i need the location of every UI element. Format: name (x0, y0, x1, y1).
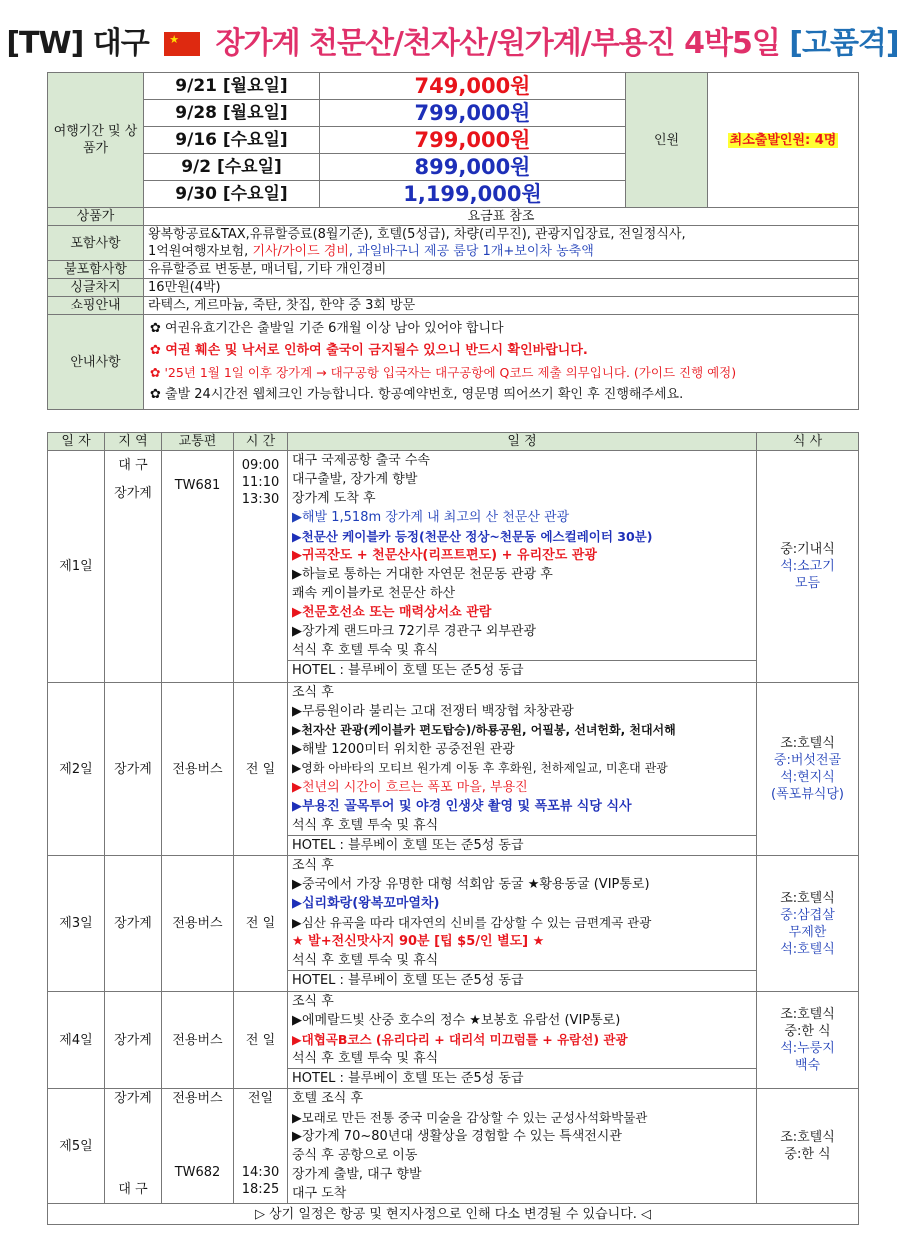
day-region: 장가계 (105, 992, 162, 1089)
min-people: 최소출발인원: 4명 (729, 132, 837, 148)
include-value (144, 226, 859, 261)
china-flag-icon: ★ (164, 32, 200, 56)
shopping-value: 라텍스, 게르마늄, 죽탄, 찻집, 한약 중 3회 방문 (144, 297, 859, 315)
day-row (48, 992, 859, 1089)
day-transport: 전용버스 (162, 683, 234, 856)
day-itinerary: 호텔 조식 후 ▶모래로 만든 전통 중국 미술을 감상할 수 있는 군성사석화박물관 ▶장가계 70~80년대 생활상을 경험할 수 있는 특색전시관 중식 후 공항으로 이동 장가계 출발, 대구 향발 대구 도착 (288, 1089, 757, 1204)
hotel-line: HOTEL : 블루베이 호텔 또는 준5성 동급 (288, 970, 756, 990)
include-line-2c: , 과일바구니 제공 룸당 1개+보이차 농축액 (348, 244, 594, 259)
day-itinerary: 조식 후 ▶에메랄드빛 산중 호수의 정수 ★보봉호 유람선 (VIP통로) ▶대협곡B코스 (유리다리 + 대리석 미끄럼틀 + 유람선) 관광 석식 후 호텔 투숙 및 휴식 HOTEL : 블루베이 호텔 또는 준5성 동급 (288, 992, 757, 1089)
day-region: 장가계 대 구 (105, 1089, 162, 1204)
day-row (48, 1089, 859, 1204)
day-time: 전 일 (234, 856, 288, 992)
hotel-line: HOTEL : 블루베이 호텔 또는 준5성 동급 (288, 660, 756, 680)
people-label: 인원 (626, 73, 708, 208)
include-line-2b: 기사/가이드 경비 (252, 244, 349, 259)
day-meals: 조:호텔식 중:한 식 (757, 1089, 859, 1204)
title-grade: [고품격] (789, 26, 899, 61)
page-title (0, 18, 905, 62)
day-row (48, 856, 859, 992)
day-time: 전 일 (234, 683, 288, 856)
day-region: 장가계 (105, 683, 162, 856)
price-4: 899,000원 (320, 154, 626, 181)
day-meals: 조:호텔식 중:버섯전골 석:현지식 (폭포뷰식당) (757, 683, 859, 856)
include-label: 포함사항 (48, 226, 144, 261)
title-prefix: [TW] 대구 (6, 26, 149, 61)
single-label: 싱글차지 (48, 279, 144, 297)
date-5: 9/30 [수요일] (144, 181, 320, 208)
day-region: 장가계 (105, 856, 162, 992)
day-meals: 조:호텔식 중:한 식 석:누룽지 백숙 (757, 992, 859, 1089)
day-itinerary: 조식 후 ▶중국에서 가장 유명한 대형 석회암 동굴 ★황용동굴 (VIP통로) ▶십리화랑(왕복꼬마열차) ▶심산 유곡을 따라 대자연의 신비를 감상할 수 있는 금편계곡 관광 ★ 발+전신맛사지 90분 [팁 $5/인 별도] ★ 석식 후 호텔 투숙 및 휴식 HOTEL : 블루베이 호텔 또는 준5성 동급 (288, 856, 757, 992)
header-transport: 교통편 (162, 433, 234, 451)
day-transport: TW681 (162, 451, 234, 683)
day-label: 제4일 (48, 992, 105, 1089)
notice-list (144, 315, 859, 410)
hotel-line: HOTEL : 블루베이 호텔 또는 준5성 동급 (288, 1068, 756, 1088)
footer-note: ▷ 상기 일정은 항공 및 현지사정으로 인해 다소 변경될 수 있습니다. ◁ (48, 1204, 859, 1225)
day-transport: 전용버스 (162, 856, 234, 992)
header-time: 시 간 (234, 433, 288, 451)
header-meals: 식 사 (757, 433, 859, 451)
day-transport: 전용버스 TW682 (162, 1089, 234, 1204)
day-label: 제1일 (48, 451, 105, 683)
min-people-cell (708, 73, 859, 208)
title-main: 장가계 천문산/천자산/원가계/부용진 4박5일 (215, 26, 780, 61)
period-label: 여행기간 및 상품가 (48, 73, 144, 208)
day-transport: 전용버스 (162, 992, 234, 1089)
product-price-label: 상품가 (48, 208, 144, 226)
date-3: 9/16 [수요일] (144, 127, 320, 154)
day-meals: 중:기내식 석:소고기 모듬 (757, 451, 859, 683)
day-row (48, 451, 859, 683)
notice-item: ✿ 출발 24시간전 웹체크인 가능합니다. 항공예약번호, 영문명 띄어쓰기 확인 후 진행해주세요. (150, 387, 684, 402)
product-price-value: 요금표 참조 (144, 208, 859, 226)
day-label: 제2일 (48, 683, 105, 856)
header-day: 일 자 (48, 433, 105, 451)
include-line-2a: 1억원여행자보험, (148, 244, 253, 259)
summary-table (47, 72, 859, 410)
day-itinerary: 조식 후 ▶무릉원이라 불리는 고대 전쟁터 백장협 차창관광 ▶천자산 관광(케이블카 편도탑승)/하룡공원, 어필봉, 선녀헌화, 천대서해 ▶해발 1200미터 위치한 공중전원 관광 ▶영화 아바타의 모티브 원가계 이동 후 후화원, 천하제일교, 미혼대 관광 ▶천년의 시간이 흐르는 폭포 마을, 부용진 ▶부용진 골목투어 및 야경 인생샷 촬영 및 폭포뷰 식당 식사 석식 후 호텔 투숙 및 휴식 HOTEL : 블루베이 호텔 또는 준5성 동급 (288, 683, 757, 856)
price-1: 749,000원 (320, 73, 626, 100)
day-time: 전일 14:30 18:25 (234, 1089, 288, 1204)
day-time: 전 일 (234, 992, 288, 1089)
single-value: 16만원(4박) (144, 279, 859, 297)
notice-item: ✿ 여권 훼손 및 낙서로 인하여 출국이 금지될수 있으니 반드시 확인바랍니다. (150, 343, 588, 358)
notice-item: ✿ 여권유효기간은 출발일 기준 6개월 이상 남아 있어야 합니다 (150, 321, 504, 336)
day-region: 대 구 장가계 (105, 451, 162, 683)
day-row (48, 683, 859, 856)
day-itinerary: 대구 국제공항 출국 수속 대구출발, 장가계 향발 장가계 도착 후 ▶해발 1,518m 장가계 내 최고의 산 천문산 관광 ▶천문산 케이블카 등정(천문산 정상~천문동 에스컬레이터 30분) ▶귀곡잔도 + 천문산사(리프트편도) + 유리잔도 관광 ▶하늘로 통하는 거대한 자연문 천문동 관광 후 쾌속 케이블카로 천문산 하산 ▶천문호선쇼 또는 매력상서쇼 관람 ▶장가계 랜드마크 72기루 경관구 외부관광 석식 후 호텔 투숙 및 휴식 HOTEL : 블루베이 호텔 또는 준5성 동급 (288, 451, 757, 683)
hotel-line: HOTEL : 블루베이 호텔 또는 준5성 동급 (288, 835, 756, 855)
exclude-label: 불포함사항 (48, 261, 144, 279)
schedule-table (47, 432, 859, 1225)
header-schedule: 일 정 (288, 433, 757, 451)
day-label: 제3일 (48, 856, 105, 992)
exclude-value: 유류할증료 변동분, 매너팁, 기타 개인경비 (144, 261, 859, 279)
shopping-label: 쇼핑안내 (48, 297, 144, 315)
day-meals: 조:호텔식 중:삼겹살 무제한 석:호텔식 (757, 856, 859, 992)
notice-label: 안내사항 (48, 315, 144, 410)
notice-item: ✿ '25년 1월 1일 이후 장가계 → 대구공항 입국자는 대구공항에 Q코드 제출 의무입니다. (가이드 진행 예정) (150, 365, 737, 380)
date-4: 9/2 [수요일] (144, 154, 320, 181)
date-2: 9/28 [월요일] (144, 100, 320, 127)
day-time: 09:00 11:10 13:30 (234, 451, 288, 683)
price-5: 1,199,000원 (320, 181, 626, 208)
price-2: 799,000원 (320, 100, 626, 127)
day-label: 제5일 (48, 1089, 105, 1204)
include-line-1: 왕복항공료&TAX,유류할증료(8월기준), 호텔(5성급), 차량(리무진), 관광지입장료, 전일정식사, (148, 227, 686, 242)
date-1: 9/21 [월요일] (144, 73, 320, 100)
price-3: 799,000원 (320, 127, 626, 154)
header-region: 지 역 (105, 433, 162, 451)
